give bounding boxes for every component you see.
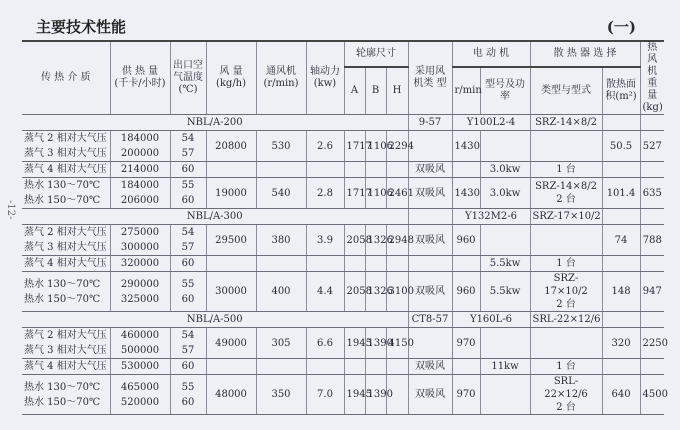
cell-fan-type	[408, 131, 452, 162]
side-tag: -12-	[5, 200, 16, 220]
cell-shaft-power: 2.6	[306, 131, 344, 162]
temp-line: 57	[181, 345, 195, 356]
header-heat	[110, 41, 170, 115]
model-row	[22, 209, 664, 225]
cell-weight: 788	[640, 225, 664, 256]
cell-fan-type	[408, 256, 452, 272]
cell-radiator-area	[602, 209, 640, 225]
heat-line: 184000	[120, 133, 160, 144]
header-weight: 热风机重 量(kg)	[640, 41, 664, 115]
table-row	[22, 375, 664, 415]
cell-radiator-area: 320	[602, 328, 640, 359]
cell-outlet-temp	[170, 131, 206, 162]
cell-motor-model	[480, 131, 530, 162]
cell-medium	[22, 178, 110, 209]
header-motor-model: 型号及功 率	[480, 67, 530, 114]
cell-a: 2058	[344, 272, 365, 312]
cell-fan-speed	[256, 162, 306, 178]
cell-medium	[22, 359, 110, 375]
table-row	[22, 131, 664, 162]
cell-a: 1717	[344, 131, 365, 162]
medium-line: 蒸气 4 相对大气压	[24, 361, 107, 372]
cell-motor-speed	[452, 256, 480, 272]
cell-radiator-area: 101.4	[602, 178, 640, 209]
cell-heat	[110, 375, 170, 415]
cell-radiator-type: 1 台	[530, 256, 602, 272]
temp-line: 57	[181, 148, 195, 159]
cell-heat	[110, 131, 170, 162]
cell-radiator-area: 50.5	[602, 131, 640, 162]
header-shaft-power: 轴动力(kw)	[306, 41, 344, 115]
temp-line: 55	[181, 381, 195, 393]
specs-table-body	[22, 115, 668, 415]
cell-heat	[110, 162, 170, 178]
cell-weight	[640, 359, 664, 375]
cell-radiator-area: 640	[602, 375, 640, 415]
medium-line: 蒸气 3 相对大气压	[24, 242, 107, 253]
cell-fan-speed: 350	[256, 375, 306, 415]
cell-b: 1326	[365, 225, 386, 256]
cell-radiator-type	[530, 225, 602, 256]
cell-h: 2948	[386, 225, 408, 256]
cell-weight: 2250	[640, 328, 664, 359]
cell-fan-type: 双吸风	[408, 272, 452, 312]
heat-line: 300000	[120, 242, 160, 253]
cell-motor-model	[480, 225, 530, 256]
cell-heat	[110, 225, 170, 256]
heat-line: 530000	[120, 361, 160, 372]
cell-h: 3100	[386, 272, 408, 312]
cell-h: 2294	[386, 131, 408, 162]
model-row	[22, 115, 664, 131]
cell-shaft-power: 3.9	[306, 225, 344, 256]
cell-fan-type	[408, 209, 452, 225]
heat-line: 325000	[120, 293, 160, 305]
medium-line: 蒸气 2 相对大气压	[24, 330, 107, 341]
cell-heat	[110, 359, 170, 375]
cell-air-volume: 20800	[206, 131, 256, 162]
table-row	[22, 359, 664, 375]
cell-radiator-type: SRZ-14×8/2	[530, 115, 602, 131]
cell-fan-type: 双吸风	[408, 375, 452, 415]
cell-h: 4150	[386, 328, 408, 359]
header-air-volume: 风 量(kg/h)	[206, 41, 256, 115]
cell-radiator-type	[530, 131, 602, 162]
cell-outlet-temp	[170, 272, 206, 312]
header-radiator-type: 类型与型式	[530, 67, 602, 114]
cell-shaft-power: 2.8	[306, 178, 344, 209]
cell-motor-model: 5.5kw	[480, 272, 530, 312]
table-row	[22, 256, 664, 272]
cell-radiator-area	[602, 312, 640, 328]
cell-heat	[110, 178, 170, 209]
cell-outlet-temp	[170, 328, 206, 359]
cell-radiator-type: SRL-22×12/6 2 台	[530, 375, 602, 415]
specs-table	[22, 40, 668, 415]
cell-outlet-temp	[170, 178, 206, 209]
cell-air-volume: 49000	[206, 328, 256, 359]
cell-shaft-power	[306, 256, 344, 272]
cell-fan-speed: 305	[256, 328, 306, 359]
cell-b: 1106	[365, 178, 386, 209]
cell-fan-speed: 530	[256, 131, 306, 162]
cell-motor-speed: 1430	[452, 178, 480, 209]
header-motor: 电 动 机	[452, 41, 530, 67]
cell-h	[386, 162, 408, 178]
temp-line: 60	[181, 396, 195, 408]
header-fan-speed: 通风机(r/min)	[256, 41, 306, 115]
cell-motor-speed: 970	[452, 375, 480, 415]
cell-motor-speed: 1430	[452, 131, 480, 162]
cell-motor-model	[480, 328, 530, 359]
cell-fan-type: 双吸风	[408, 178, 452, 209]
cell-motor-speed: 960	[452, 272, 480, 312]
cell-a: 1945	[344, 328, 365, 359]
cell-weight	[640, 256, 664, 272]
cell-radiator-type	[530, 328, 602, 359]
cell-a: 2058	[344, 225, 365, 256]
cell-air-volume: 48000	[206, 375, 256, 415]
cell-outlet-temp	[170, 256, 206, 272]
cell-b	[365, 256, 386, 272]
temp-line: 54	[181, 133, 195, 144]
cell-medium	[22, 162, 110, 178]
cell-a: 1945	[344, 375, 365, 415]
temp-line: 60	[181, 361, 195, 372]
cell-heat	[110, 272, 170, 312]
heat-line: 465000	[120, 381, 160, 393]
heat-line: 320000	[120, 258, 160, 269]
cell-a: 1717	[344, 178, 365, 209]
cell-fan-type: 双吸风	[408, 359, 452, 375]
cell-weight: 527	[640, 131, 664, 162]
cell-motor-speed	[452, 162, 480, 178]
heat-line: 500000	[120, 345, 160, 356]
page-title: 主要技术性能	[36, 18, 127, 36]
cell-b: 1326	[365, 272, 386, 312]
medium-line: 热水 130～70℃	[24, 381, 101, 393]
cell-air-volume: 30000	[206, 272, 256, 312]
cell-motor-model: Y132M2-6	[452, 209, 530, 225]
cell-radiator-type: SRL-22×12/6	[530, 312, 602, 328]
cell-radiator-type: SRZ-17×10/2 2 台	[530, 272, 602, 312]
cell-weight: 4500	[640, 375, 664, 415]
temp-line: 55	[181, 180, 195, 191]
cell-air-volume	[206, 162, 256, 178]
cell-motor-model: 5.5kw	[480, 256, 530, 272]
cell-motor-speed: 960	[452, 225, 480, 256]
medium-line: 热水 130～70℃	[24, 180, 101, 191]
header-fan-type: 采用风机类 型	[408, 41, 452, 115]
medium-line: 蒸气 4 相对大气压	[24, 164, 107, 175]
cell-a	[344, 162, 365, 178]
medium-line: 蒸气 2 相对大气压	[24, 133, 107, 144]
temp-line: 55	[181, 278, 195, 290]
cell-shaft-power	[306, 359, 344, 375]
cell-fan-type: 双吸风	[408, 225, 452, 256]
cell-motor-model: 3.0kw	[480, 162, 530, 178]
header-h: H	[386, 67, 408, 114]
cell-motor-model	[480, 375, 530, 415]
cell-fan-type: 9-57	[408, 115, 452, 131]
cell-motor-model: 3.0kw	[480, 178, 530, 209]
cell-outlet-temp	[170, 162, 206, 178]
cell-medium	[22, 328, 110, 359]
model-name: NBL/A-300	[22, 209, 408, 225]
cell-h	[386, 359, 408, 375]
cell-b: 1106	[365, 131, 386, 162]
page-tag: (一)	[606, 18, 636, 36]
medium-line: 蒸气 3 相对大气压	[24, 148, 107, 159]
cell-radiator-type: 1 台	[530, 359, 602, 375]
cell-fan-type	[408, 328, 452, 359]
cell-shaft-power: 4.4	[306, 272, 344, 312]
header-a: A	[344, 67, 365, 114]
cell-air-volume: 29500	[206, 225, 256, 256]
cell-radiator-type: SRZ-17×10/2	[530, 209, 602, 225]
cell-motor-speed: 970	[452, 328, 480, 359]
heat-line: 460000	[120, 330, 160, 341]
header-heat-label: 供 热 量	[121, 66, 159, 77]
cell-shaft-power: 7.0	[306, 375, 344, 415]
temp-line: 60	[181, 195, 195, 206]
cell-shaft-power: 6.6	[306, 328, 344, 359]
model-name: NBL/A-200	[22, 115, 408, 131]
medium-line: 蒸气 2 相对大气压	[24, 227, 107, 238]
heat-line: 200000	[120, 148, 160, 159]
cell-medium	[22, 272, 110, 312]
table-row	[22, 225, 664, 256]
temp-line: 60	[181, 293, 195, 305]
model-row	[22, 312, 664, 328]
cell-weight: 635	[640, 178, 664, 209]
table-row	[22, 162, 664, 178]
temp-line: 60	[181, 164, 195, 175]
heat-line: 184000	[120, 180, 160, 191]
header-radiator: 散 热 器 选 择	[530, 41, 640, 67]
temp-line: 60	[181, 258, 195, 269]
cell-outlet-temp	[170, 225, 206, 256]
cell-radiator-type: 1 台	[530, 162, 602, 178]
heat-line: 275000	[120, 227, 160, 238]
table-row	[22, 272, 664, 312]
cell-weight	[640, 115, 664, 131]
cell-b	[365, 162, 386, 178]
cell-medium	[22, 375, 110, 415]
cell-fan-speed: 380	[256, 225, 306, 256]
cell-outlet-temp	[170, 359, 206, 375]
cell-medium	[22, 256, 110, 272]
cell-radiator-area: 74	[602, 225, 640, 256]
medium-line: 热水 150～70℃	[24, 195, 101, 206]
cell-weight	[640, 162, 664, 178]
cell-weight	[640, 209, 664, 225]
table-row	[22, 328, 664, 359]
cell-air-volume	[206, 359, 256, 375]
cell-h: 2461	[386, 178, 408, 209]
header-heat-unit: (千卡/小时)	[114, 78, 166, 89]
header-contour: 轮廓尺寸	[344, 41, 408, 67]
header-motor-speed: r/min	[452, 67, 480, 114]
cell-air-volume	[206, 256, 256, 272]
cell-heat	[110, 328, 170, 359]
cell-motor-model: 11kw	[480, 359, 530, 375]
cell-medium	[22, 225, 110, 256]
cell-b: 1390	[365, 375, 386, 415]
cell-fan-type: CT8-57	[408, 312, 452, 328]
cell-h	[386, 256, 408, 272]
header-radiator-area: 散热面积(m²)	[602, 67, 640, 114]
medium-line: 蒸气 4 相对大气压	[24, 258, 107, 269]
cell-outlet-temp	[170, 375, 206, 415]
cell-weight: 947	[640, 272, 664, 312]
cell-radiator-area	[602, 256, 640, 272]
header-outlet-temp: 出口空气温度(℃)	[170, 41, 206, 115]
header-b: B	[365, 67, 386, 114]
cell-shaft-power	[306, 162, 344, 178]
heat-line: 214000	[120, 164, 160, 175]
cell-radiator-area	[602, 162, 640, 178]
heat-line: 520000	[120, 396, 160, 408]
cell-fan-type: 双吸风	[408, 162, 452, 178]
medium-line: 蒸气 3 相对大气压	[24, 345, 107, 356]
header-medium: 传 热 介 质	[22, 41, 110, 115]
cell-radiator-type: SRZ-14×8/2 2 台	[530, 178, 602, 209]
medium-line: 热水 150～70℃	[24, 293, 101, 305]
cell-fan-speed	[256, 256, 306, 272]
cell-fan-speed	[256, 359, 306, 375]
medium-line: 热水 130～70℃	[24, 278, 101, 290]
temp-line: 54	[181, 227, 195, 238]
cell-motor-speed	[452, 359, 480, 375]
cell-radiator-area	[602, 359, 640, 375]
cell-a	[344, 256, 365, 272]
temp-line: 54	[181, 330, 195, 341]
medium-line: 热水 150～70℃	[24, 396, 101, 408]
cell-heat	[110, 256, 170, 272]
cell-motor-model: Y160L-6	[452, 312, 530, 328]
cell-air-volume: 19000	[206, 178, 256, 209]
cell-medium	[22, 131, 110, 162]
heat-line: 206000	[120, 195, 160, 206]
table-row	[22, 178, 664, 209]
cell-weight	[640, 312, 664, 328]
cell-radiator-area	[602, 115, 640, 131]
cell-radiator-area: 148	[602, 272, 640, 312]
cell-fan-speed: 400	[256, 272, 306, 312]
heat-line: 290000	[120, 278, 160, 290]
cell-b	[365, 359, 386, 375]
model-name: NBL/A-500	[22, 312, 408, 328]
temp-line: 57	[181, 242, 195, 253]
cell-a	[344, 359, 365, 375]
cell-motor-model: Y100L2-4	[452, 115, 530, 131]
cell-fan-speed: 540	[256, 178, 306, 209]
cell-b: 1390	[365, 328, 386, 359]
